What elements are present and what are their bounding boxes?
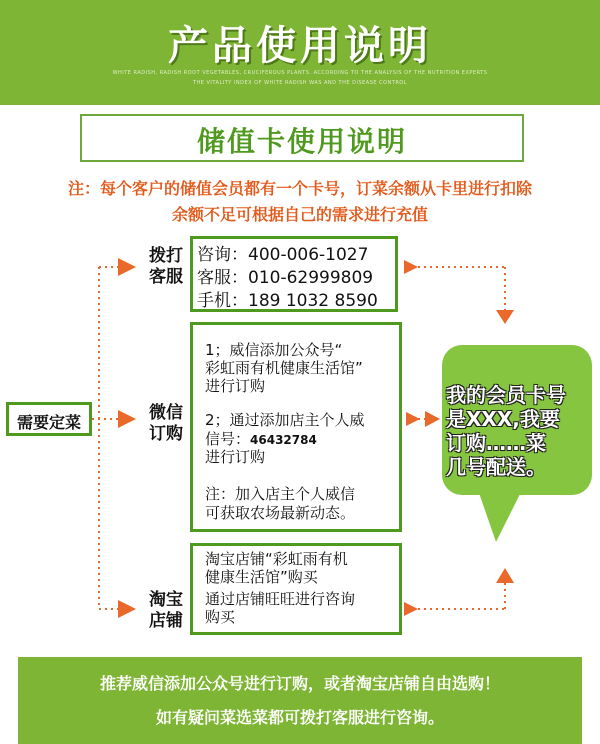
bubble-line4: 几号配送。 [446, 455, 546, 479]
header-subtitle-line1: WHITE RADISH, RADISH ROOT VEGETABLES, CRUCIFEROUS PLANTS. ACCORDING TO THE ANALYSIS OF THE NUTRITION EXPERTS [112, 70, 488, 76]
arrow-down-to-bubble-icon [496, 310, 514, 324]
footer-line1: 推荐威信添加公众号进行订购，或者淘宝店铺自由选购！ [99, 674, 500, 693]
method-taobao-line2: 店铺 [149, 611, 183, 631]
arrow-from-wechat-icon [406, 412, 420, 426]
wechat-line2: 彩虹雨有机健康生活馆” [205, 359, 363, 377]
wechat-line6: 进行订购 [205, 448, 266, 466]
contact-consult: 咨询：400-006-1027 [197, 245, 369, 265]
wechat-line5-prefix: 信号： [205, 430, 251, 448]
need-order-label: 需要定菜 [16, 413, 81, 432]
arrow-to-bubble-icon [425, 411, 440, 427]
note-line2: 余额不足可根据自己的需求进行充值 [171, 205, 428, 224]
taobao-line3: 通过店铺旺旺进行咨询 [205, 590, 356, 608]
contact-box [190, 236, 398, 312]
method-wechat-label [146, 403, 186, 445]
arrow-from-taobao-icon [404, 602, 418, 616]
bubble-line2: 是XXX,我要 [446, 407, 560, 431]
header-subtitle-line2: THE VITALITY INDEX OF WHITE RADISH WAS AND THE DISEASE CONTROL [192, 80, 408, 86]
arrow-taobao-icon [118, 600, 136, 618]
method-call-label [146, 246, 186, 288]
method-call-line1: 拨打 [149, 246, 183, 266]
bubble-line3: 订购……菜 [446, 431, 546, 455]
method-call-line2: 客服 [149, 267, 183, 287]
taobao-line2: 健康生活馆”购买 [205, 568, 318, 586]
footer-line2: 如有疑问菜选菜都可拨打客服进行咨询。 [155, 708, 444, 727]
wechat-line4: 2；通过添加店主个人威 [205, 411, 365, 429]
contact-service: 客服：010-62999809 [197, 268, 374, 288]
contact-mobile: 手机：189 1032 8590 [197, 291, 378, 311]
arrow-call-icon [118, 258, 136, 276]
method-wechat-line1: 微信 [149, 403, 183, 423]
footer-banner [18, 657, 582, 744]
arrow-wechat-icon [118, 410, 136, 428]
speech-bubble [442, 345, 592, 495]
arrow-from-contact-icon [404, 260, 418, 274]
arrow-up-to-bubble-icon [496, 568, 514, 583]
taobao-line4: 购买 [205, 608, 236, 626]
wechat-box [190, 322, 402, 532]
bubble-tail-icon [478, 490, 522, 542]
wechat-id-number: 46432784 [250, 433, 317, 447]
method-taobao-line1: 淘宝 [149, 590, 183, 610]
wechat-line7: 注：加入店主个人威信 [205, 485, 356, 503]
method-taobao-label [146, 590, 186, 632]
page-title: 产品使用说明 [168, 23, 432, 69]
wechat-line8: 可获取农场最新动态。 [205, 504, 356, 522]
bubble-line1: 我的会员卡号 [446, 383, 566, 407]
taobao-box [190, 543, 402, 635]
note-line1: 注：每个客户的储值会员都有一个卡号，订菜余额从卡里进行扣除 [67, 179, 532, 198]
need-order-box [6, 402, 92, 436]
taobao-line1: 淘宝店铺“彩虹雨有机 [205, 550, 348, 568]
method-wechat-line2: 订购 [149, 424, 183, 444]
wechat-line1: 1；威信添加公众号“ [205, 341, 343, 359]
section-title: 储值卡使用说明 [196, 125, 407, 158]
wechat-line3: 进行订购 [205, 377, 266, 395]
